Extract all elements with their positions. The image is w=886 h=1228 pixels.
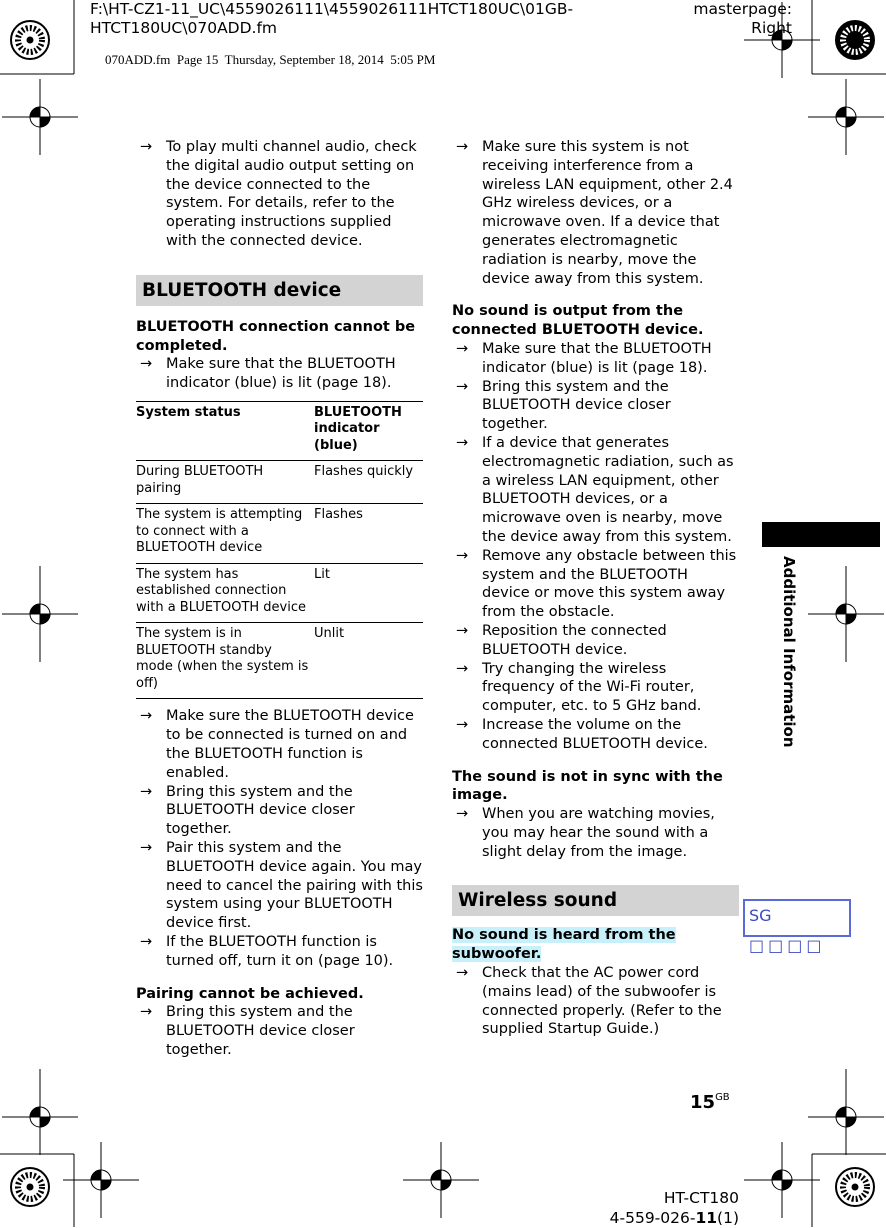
arrow-icon: → bbox=[140, 934, 153, 951]
arrow-icon: → bbox=[456, 965, 469, 982]
list-item: → If a device that generates electromagnetic radiation, such as a wireless LAN equipment, other BLUETOOTH devices, or a microwave oven is nearby, move the device away from this system. bbox=[456, 434, 734, 545]
arrow-icon: → bbox=[456, 378, 469, 395]
left-column bbox=[136, 138, 423, 1060]
list-item: → If the BLUETOOTH function is turned off, turn it on (page 10). bbox=[140, 934, 394, 969]
list-item: → Make sure that the BLUETOOTH indicator (blue) is lit (page 18). bbox=[456, 340, 712, 376]
part-number: 4-559-026-11(1) bbox=[609, 1209, 739, 1227]
list-item: → Make sure this system is not receiving interference from a wireless LAN equipment, other 2.4 GHz wireless devices, or a microwave oven. If a device that generates electromagnetic radiation is nearby, move the device away from this system. bbox=[456, 139, 733, 287]
masterpage-line2: Right bbox=[751, 19, 792, 37]
arrow-icon: → bbox=[140, 356, 153, 373]
page-number: $15^{GB}$ bbox=[690, 1092, 730, 1113]
table-row: The system is attempting to connect with a BLUETOOTH device Flashes bbox=[136, 504, 423, 564]
file-path bbox=[90, 0, 573, 38]
masterpage-label bbox=[690, 0, 792, 38]
crosshair-marks bbox=[2, 2, 884, 1218]
list-item: → Make sure the BLUETOOTH device to be connected is turned on and the BLUETOOTH function is enabled. bbox=[140, 708, 414, 781]
list-item: → Bring this system and the BLUETOOTH device closer together. bbox=[140, 1004, 355, 1059]
list-item: → Increase the volume on the connected BLUETOOTH device. bbox=[456, 716, 708, 752]
arrow-icon: → bbox=[140, 840, 153, 857]
table-header: System status bbox=[136, 401, 314, 461]
table-header: BLUETOOTH indicator (blue) bbox=[314, 401, 423, 461]
arrow-icon: → bbox=[456, 434, 469, 451]
table-row: During BLUETOOTH pairing Flashes quickly bbox=[136, 461, 423, 504]
issue-title: No sound is output from the connected BLUETOOTH device. bbox=[452, 303, 704, 339]
status-table bbox=[136, 401, 423, 700]
list-item: → To play multi channel audio, check the digital audio output setting on the device connected to the system. For details, refer to the operating instructions supplied with the connected device. bbox=[140, 139, 417, 249]
list-item: → Reposition the connected BLUETOOTH device. bbox=[456, 622, 667, 658]
file-path-line1: F:\HT-CZ1-11_UC\4559026111\4559026111HTCT180UC\01GB- bbox=[90, 0, 574, 18]
arrow-icon: → bbox=[140, 1004, 153, 1021]
arrow-icon: → bbox=[456, 139, 469, 155]
right-column bbox=[452, 138, 739, 1039]
section-title-bluetooth: BLUETOOTH device bbox=[136, 275, 423, 306]
sg-stamp: SG □□□□ bbox=[743, 899, 851, 937]
arrow-icon: → bbox=[456, 806, 469, 823]
fm-info: 070ADD.fm Page 15 Thursday, September 18, 2014 5:05 PM bbox=[105, 52, 436, 67]
list-item: → Make sure that the BLUETOOTH indicator (blue) is lit (page 18). bbox=[140, 356, 396, 392]
list-item: → When you are watching movies, you may hear the sound with a slight delay from the image. bbox=[456, 806, 715, 860]
side-tab-label: Additional Information bbox=[780, 556, 798, 748]
arrow-icon: → bbox=[456, 660, 469, 677]
section-title-wireless-sound: Wireless sound bbox=[452, 885, 739, 916]
model-info bbox=[600, 1188, 739, 1228]
arrow-icon: → bbox=[456, 547, 469, 564]
masterpage-line1: masterpage: bbox=[693, 0, 792, 18]
table-row: The system has established connection with a BLUETOOTH device Lit bbox=[136, 563, 423, 623]
list-item: → Bring this system and the BLUETOOTH device closer together. bbox=[140, 783, 355, 838]
arrow-icon: → bbox=[456, 340, 469, 357]
list-item: → Remove any obstacle between this system and the BLUETOOTH device or move this system away from the obstacle. bbox=[456, 547, 737, 621]
issue-title: Pairing cannot be achieved. bbox=[136, 985, 364, 1002]
list-item: → Pair this system and the BLUETOOTH device again. You may need to cancel the pairing with this system using your BLUETOOTH device first. bbox=[140, 840, 423, 932]
issue-title-highlighted: No sound is heard from the subwoofer. bbox=[452, 927, 676, 963]
arrow-icon: → bbox=[140, 783, 153, 800]
arrow-icon: → bbox=[456, 622, 469, 639]
issue-title: The sound is not in sync with the image. bbox=[452, 768, 723, 804]
list-item: → Try changing the wireless frequency of the Wi-Fi router, computer, etc. to 5 GHz band. bbox=[456, 660, 702, 715]
file-path-line2: HTCT180UC\070ADD.fm bbox=[90, 19, 278, 37]
model-number: HT-CT180 bbox=[663, 1189, 739, 1207]
table-header-row bbox=[136, 401, 423, 461]
list-item: → Check that the AC power cord (mains lead) of the subwoofer is connected properly. (Refer to the supplied Startup Guide.) bbox=[456, 965, 722, 1038]
issue-title: BLUETOOTH connection cannot be completed. bbox=[136, 318, 416, 354]
table-row: The system is in BLUETOOTH standby mode (when the system is off) Unlit bbox=[136, 623, 423, 699]
arrow-icon: → bbox=[140, 708, 153, 725]
arrow-icon: → bbox=[456, 716, 469, 733]
list-item: → Bring this system and the BLUETOOTH device closer together. bbox=[456, 378, 671, 433]
side-tab-bar bbox=[762, 522, 880, 547]
arrow-icon: → bbox=[140, 139, 153, 155]
